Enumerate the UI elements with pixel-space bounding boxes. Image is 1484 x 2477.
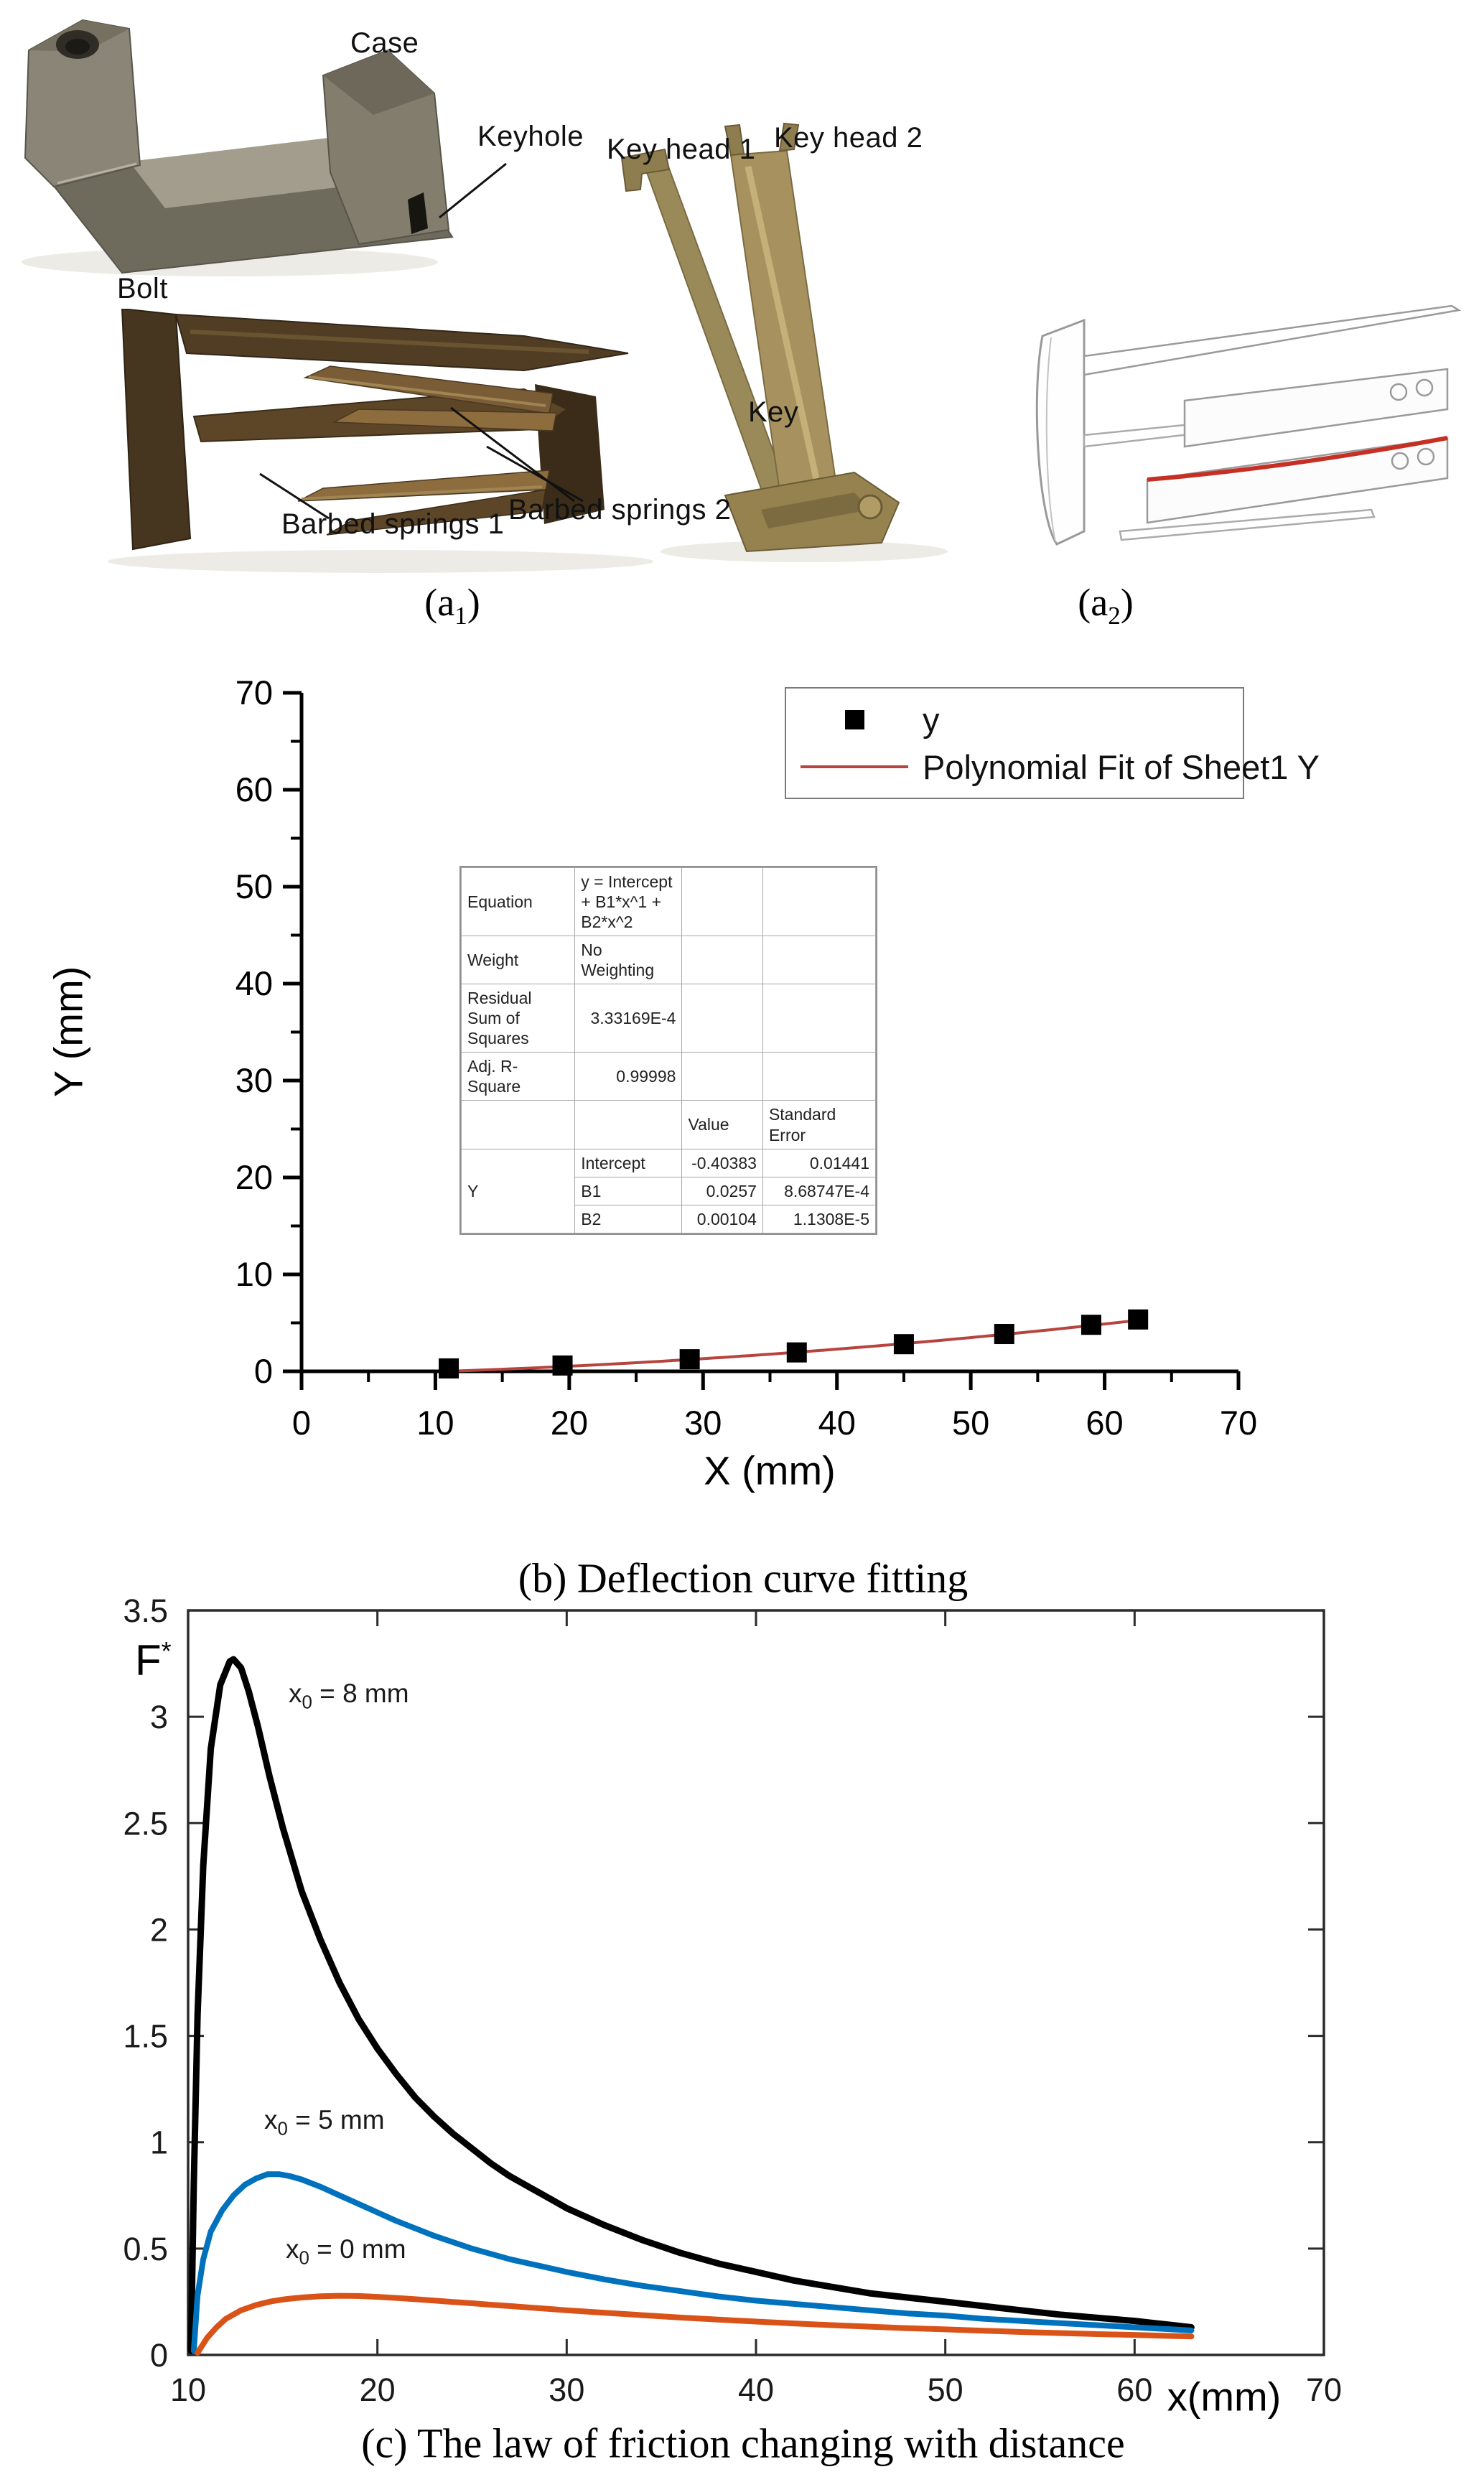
x-tick-label: 70 bbox=[1219, 1404, 1258, 1442]
y-tick-label: 3.5 bbox=[123, 1592, 168, 1629]
caption-a2: $(a_2)$ bbox=[1078, 581, 1134, 630]
photo-leader-lines bbox=[260, 164, 583, 518]
stat-label: Residual Sum of Squares bbox=[462, 984, 575, 1053]
caption-a1: $(a_1)$ bbox=[424, 581, 480, 630]
series-name-cell: Y bbox=[462, 1149, 575, 1233]
data-point-square bbox=[1081, 1315, 1101, 1335]
chart-c-y-axis-title: F* bbox=[135, 1636, 172, 1684]
empty-cell bbox=[762, 936, 875, 984]
x-tick-label: 30 bbox=[684, 1404, 722, 1442]
empty-cell bbox=[575, 1101, 682, 1149]
label-case: Case bbox=[350, 27, 419, 59]
caption-c: (c) The law of friction changing with distance bbox=[361, 2420, 1125, 2467]
fit-stats-table bbox=[459, 866, 877, 1235]
data-point-square bbox=[1128, 1310, 1148, 1330]
data-point-square bbox=[439, 1358, 459, 1379]
x-tick-label: 60 bbox=[1086, 1404, 1124, 1442]
empty-cell bbox=[682, 868, 763, 936]
y-tick-label: 0 bbox=[149, 2337, 168, 2374]
legend-label: Polynomial Fit of Sheet1 Y bbox=[923, 747, 1320, 786]
leader-line bbox=[451, 408, 574, 501]
stat-label: Equation bbox=[462, 868, 575, 936]
column-header-value: Value bbox=[682, 1101, 763, 1149]
y-tick-label: 2.5 bbox=[123, 1805, 168, 1842]
x-tick-label: 20 bbox=[359, 2371, 396, 2408]
coef-stderr: 8.68747E-4 bbox=[762, 1177, 875, 1205]
y-tick-label: 1.5 bbox=[123, 2017, 168, 2055]
y-tick-label: 30 bbox=[235, 1061, 273, 1099]
chart-c bbox=[123, 1592, 1342, 2408]
coef-stderr: 1.1308E-5 bbox=[762, 1205, 875, 1233]
label-key: Key bbox=[748, 396, 799, 428]
empty-cell bbox=[682, 984, 763, 1053]
table-row bbox=[462, 868, 876, 936]
stat-value: 0.99998 bbox=[575, 1053, 682, 1101]
table-row bbox=[462, 1149, 876, 1177]
label-key-head-1: Key head 1 bbox=[607, 134, 756, 165]
stat-label: Adj. R-Square bbox=[462, 1053, 575, 1101]
chart-b-y-axis-title: Y (mm) bbox=[45, 966, 91, 1098]
caption-b: (b) Deflection curve fitting bbox=[518, 1554, 969, 1602]
y-tick-label: 20 bbox=[235, 1158, 273, 1196]
x-tick-label: 20 bbox=[550, 1404, 588, 1442]
legend-item-fit bbox=[786, 745, 1320, 788]
y-tick-label: 3 bbox=[149, 1699, 168, 1736]
y-tick-label: 2 bbox=[149, 1911, 168, 1949]
x-tick-label: 70 bbox=[1305, 2371, 1343, 2408]
label-barbed-springs-2: Barbed springs 2 bbox=[508, 494, 732, 526]
legend-line-marker bbox=[801, 765, 908, 768]
coef-value: 0.00104 bbox=[682, 1205, 763, 1233]
coef-label: B1 bbox=[575, 1177, 682, 1205]
label-key-head-2: Key head 2 bbox=[774, 122, 923, 154]
empty-cell bbox=[762, 868, 875, 936]
label-barbed-springs-1: Barbed springs 1 bbox=[281, 508, 505, 540]
x-tick-label: 50 bbox=[927, 2371, 963, 2408]
label-bolt: Bolt bbox=[117, 273, 168, 304]
coef-stderr: 0.01441 bbox=[762, 1149, 875, 1177]
empty-cell bbox=[762, 984, 875, 1053]
stat-value: 3.33169E-4 bbox=[575, 984, 682, 1053]
stat-value: No Weighting bbox=[575, 936, 682, 984]
x-tick-label: 10 bbox=[169, 2371, 207, 2408]
column-header-stderr: Standard Error bbox=[762, 1101, 875, 1149]
data-point-square bbox=[680, 1349, 700, 1369]
empty-cell bbox=[682, 936, 763, 984]
y-tick-label: 60 bbox=[235, 770, 273, 808]
legend-item-y bbox=[786, 698, 1243, 741]
coef-value: -0.40383 bbox=[682, 1149, 763, 1177]
leader-line bbox=[487, 447, 583, 501]
data-point-square bbox=[994, 1324, 1014, 1344]
data-point-square bbox=[553, 1356, 573, 1376]
x-tick-label: 10 bbox=[416, 1404, 454, 1442]
empty-cell bbox=[682, 1053, 763, 1101]
x-tick-label: 50 bbox=[952, 1404, 990, 1442]
x-tick-label: 30 bbox=[549, 2371, 585, 2408]
x-tick-label: 40 bbox=[737, 2371, 775, 2408]
chart-b-x-axis-title: X (mm) bbox=[704, 1447, 836, 1493]
empty-cell bbox=[762, 1053, 875, 1101]
coef-label: B2 bbox=[575, 1205, 682, 1233]
leader-line bbox=[439, 164, 506, 218]
y-tick-label: 40 bbox=[235, 964, 273, 1002]
x-tick-label: 60 bbox=[1116, 2371, 1153, 2408]
y-tick-label: 70 bbox=[235, 673, 273, 712]
annotation-x0-8mm: $x_0 = 8$ mm bbox=[289, 1679, 409, 1713]
coef-label: Intercept bbox=[575, 1149, 682, 1177]
stat-label: Weight bbox=[462, 936, 575, 984]
table-header-row bbox=[462, 1101, 876, 1149]
table-row bbox=[462, 984, 876, 1053]
annotation-x0-5mm: $x_0 = 5$ mm bbox=[264, 2105, 385, 2140]
table-row bbox=[462, 1053, 876, 1101]
data-point-square bbox=[894, 1334, 914, 1354]
y-tick-label: 0.5 bbox=[123, 2230, 168, 2267]
y-tick-label: 0 bbox=[253, 1352, 273, 1390]
data-point-square bbox=[787, 1343, 807, 1363]
label-keyhole: Keyhole bbox=[477, 121, 584, 152]
legend-square-marker bbox=[845, 710, 864, 729]
table-row bbox=[462, 936, 876, 984]
annotation-x0-0mm: $x_0 = 0$ mm bbox=[286, 2234, 406, 2269]
stat-value: y = Intercept + B1*x^1 + B2*x^2 bbox=[575, 868, 682, 936]
empty-cell bbox=[462, 1101, 575, 1149]
legend-label: y bbox=[923, 700, 940, 739]
x-tick-label: 40 bbox=[818, 1404, 856, 1442]
chart-b-legend bbox=[785, 687, 1320, 799]
chart-c-x-axis-title: x(mm) bbox=[1167, 2374, 1282, 2420]
coef-value: 0.0257 bbox=[682, 1177, 763, 1205]
y-tick-label: 50 bbox=[235, 867, 273, 905]
x-tick-label: 0 bbox=[291, 1404, 312, 1442]
y-tick-label: 1 bbox=[149, 2124, 168, 2161]
y-tick-label: 10 bbox=[235, 1255, 273, 1293]
